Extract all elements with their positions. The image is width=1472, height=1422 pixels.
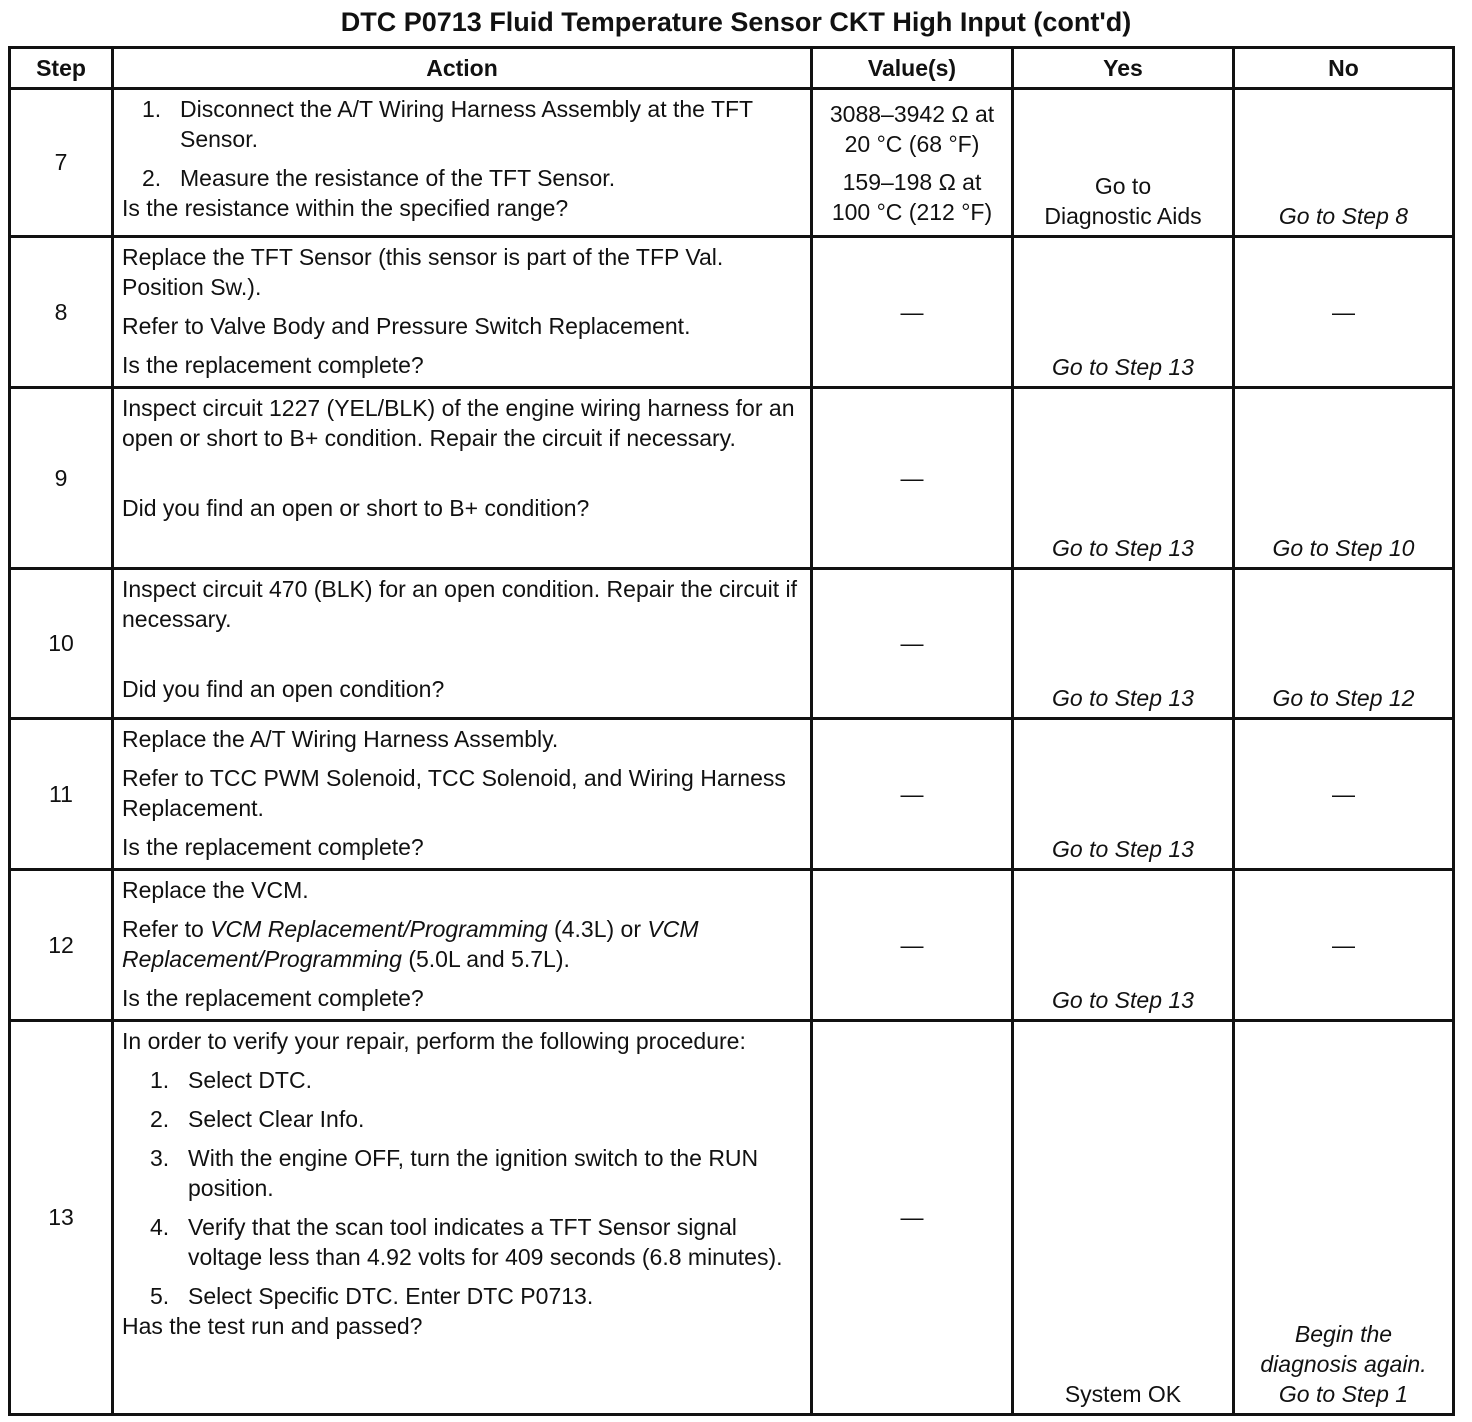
- action-question: Did you find an open condition?: [122, 676, 445, 702]
- step-number: 10: [10, 569, 113, 719]
- action-cell: [113, 237, 812, 388]
- action-text: Select Specific DTC. Enter DTC P0713.: [188, 1283, 594, 1309]
- text-span: (4.3L) or: [547, 916, 648, 942]
- action-question: Is the resistance within the specified range?: [122, 195, 569, 221]
- yes-cell: System OK: [1013, 1021, 1234, 1415]
- action-step: [122, 1065, 802, 1095]
- step-number: 12: [10, 870, 113, 1021]
- action-step: [122, 1143, 802, 1203]
- text-span: Refer to: [122, 916, 211, 942]
- value-cell: —: [812, 870, 1013, 1021]
- table-row: [10, 388, 1454, 569]
- action-text: Measure the resistance of the TFT Sensor.: [180, 165, 616, 191]
- reference-link-text: VCM Replacement/Programming: [122, 916, 699, 972]
- no-cell: —: [1234, 870, 1454, 1021]
- action-text: Disconnect the A/T Wiring Harness Assembly at the TFT Sensor.: [180, 96, 753, 152]
- action-text: In order to verify your repair, perform the following procedure:: [122, 1028, 746, 1054]
- action-text: Refer to Valve Body and Pressure Switch Replacement.: [122, 313, 691, 339]
- header-row: [10, 48, 1454, 89]
- yes-line: Diagnostic Aids: [1044, 203, 1202, 229]
- table-row: [10, 569, 1454, 719]
- action-step: [114, 163, 802, 193]
- header-action: Action: [113, 48, 812, 89]
- yes-cell: Go to Step 13: [1013, 569, 1234, 719]
- step-index: 3.: [150, 1145, 170, 1171]
- step-index: 5.: [150, 1283, 170, 1309]
- action-text: [122, 914, 802, 974]
- table-row: [10, 237, 1454, 388]
- action-cell: [113, 1021, 812, 1415]
- action-cell: [113, 719, 812, 870]
- yes-cell: Go to Step 13: [1013, 237, 1234, 388]
- step-number: 7: [10, 89, 113, 237]
- no-cell: —: [1234, 719, 1454, 870]
- action-cell: [113, 870, 812, 1021]
- header-values: Value(s): [812, 48, 1013, 89]
- header-yes: Yes: [1013, 48, 1234, 89]
- action-step: [122, 1212, 802, 1272]
- action-text: Replace the VCM.: [122, 877, 309, 903]
- action-cell: [113, 89, 812, 237]
- step-index: 4.: [150, 1214, 170, 1240]
- action-question: Has the test run and passed?: [122, 1313, 423, 1339]
- value-line: 3088–3942 Ω at: [829, 100, 995, 127]
- diagnostic-table: [8, 46, 1455, 1416]
- step-number: 11: [10, 719, 113, 870]
- table-row: [10, 89, 1454, 237]
- yes-cell: [1013, 89, 1234, 237]
- action-text: Verify that the scan tool indicates a TFT Sensor signal voltage less than 4.92 volts for 409 seconds (6.8 minutes).: [188, 1214, 783, 1270]
- action-text: Replace the TFT Sensor (this sensor is part of the TFP Val. Position Sw.).: [122, 244, 724, 300]
- yes-cell: Go to Step 13: [1013, 719, 1234, 870]
- value-cell: —: [812, 388, 1013, 569]
- header-step: Step: [10, 48, 113, 89]
- no-line: Begin the: [1294, 1321, 1393, 1347]
- action-question: Is the replacement complete?: [122, 352, 424, 378]
- no-cell: Go to Step 10: [1234, 388, 1454, 569]
- action-cell: [113, 388, 812, 569]
- value-cell: —: [812, 569, 1013, 719]
- value-cell: [812, 89, 1013, 237]
- step-index: 2.: [142, 165, 162, 191]
- action-step: [114, 94, 802, 154]
- reference-link-text: VCM Replacement/Programming: [210, 916, 548, 942]
- action-text: Replace the A/T Wiring Harness Assembly.: [122, 726, 559, 752]
- no-cell: Go to Step 12: [1234, 569, 1454, 719]
- value-line: 159–198 Ω at: [842, 168, 982, 195]
- table-row: [10, 719, 1454, 870]
- action-text: Refer to TCC PWM Solenoid, TCC Solenoid, and Wiring Harness Replacement.: [122, 765, 786, 821]
- no-cell: Go to Step 8: [1234, 89, 1454, 237]
- action-text: Inspect circuit 1227 (YEL/BLK) of the engine wiring harness for an open or short to B+ condition. Repair the circuit if necessary.: [122, 395, 795, 451]
- step-index: 1.: [150, 1067, 170, 1093]
- step-number: 13: [10, 1021, 113, 1415]
- yes-cell: Go to Step 13: [1013, 870, 1234, 1021]
- page-title: DTC P0713 Fluid Temperature Sensor CKT High Input (cont'd): [340, 7, 1132, 37]
- step-number: 9: [10, 388, 113, 569]
- no-cell: [1234, 1021, 1454, 1415]
- table-row: [10, 1021, 1454, 1415]
- action-question: Is the replacement complete?: [122, 985, 424, 1011]
- table-row: [10, 870, 1454, 1021]
- action-question: Is the replacement complete?: [122, 834, 424, 860]
- action-text: Inspect circuit 470 (BLK) for an open condition. Repair the circuit if necessary.: [122, 576, 798, 632]
- value-cell: —: [812, 719, 1013, 870]
- step-index: 2.: [150, 1106, 170, 1132]
- text-span: (5.0L and 5.7L).: [401, 946, 570, 972]
- no-line: diagnosis again.: [1260, 1351, 1427, 1377]
- action-text: Select Clear Info.: [188, 1106, 365, 1132]
- yes-cell: Go to Step 13: [1013, 388, 1234, 569]
- value-line: 20 °C (68 °F): [844, 130, 980, 157]
- no-line: Go to Step 1: [1278, 1381, 1409, 1407]
- no-cell: —: [1234, 237, 1454, 388]
- action-question: Did you find an open or short to B+ condition?: [122, 495, 590, 521]
- action-step: [122, 1104, 802, 1134]
- header-no: No: [1234, 48, 1454, 89]
- action-cell: [113, 569, 812, 719]
- value-cell: —: [812, 1021, 1013, 1415]
- step-number: 8: [10, 237, 113, 388]
- value-line: 100 °C (212 °F): [831, 198, 993, 225]
- yes-line: Go to: [1094, 173, 1152, 199]
- step-index: 1.: [142, 96, 162, 122]
- value-cell: —: [812, 237, 1013, 388]
- action-text: Select DTC.: [188, 1067, 312, 1093]
- action-text: With the engine OFF, turn the ignition switch to the RUN position.: [188, 1145, 759, 1201]
- action-step: [122, 1281, 802, 1311]
